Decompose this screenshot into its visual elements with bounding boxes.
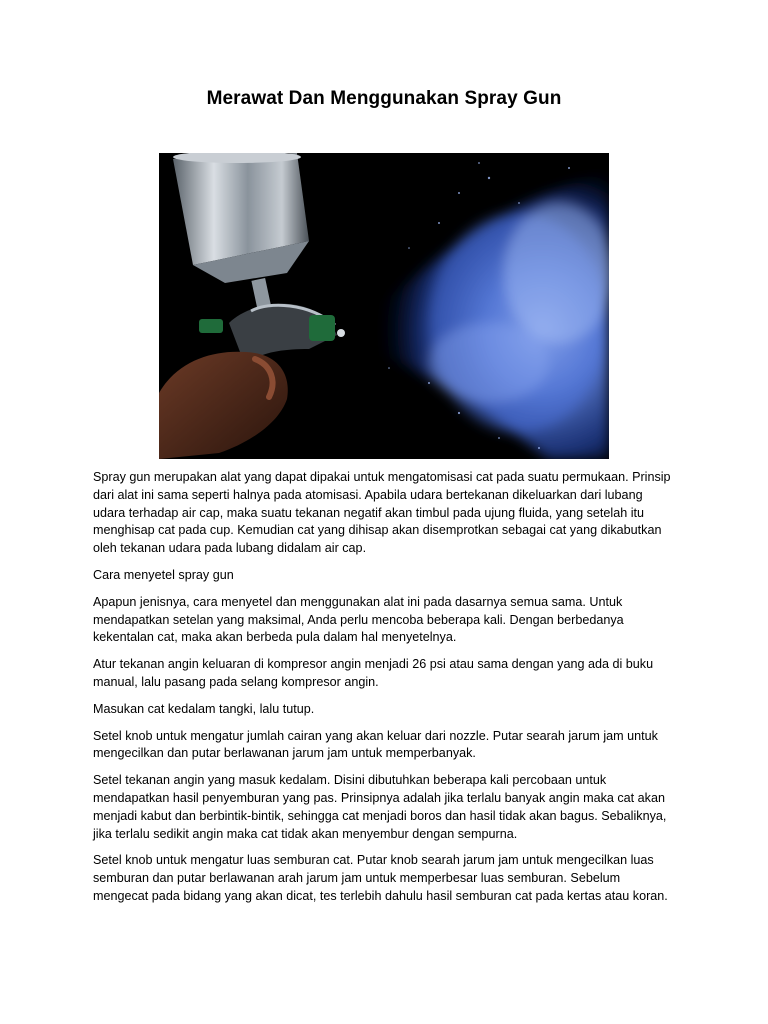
paragraph: Setel knob untuk mengatur luas semburan cat. Putar knob searah jarum jam untuk mengecilkan luas semburan dan putar berlawanan arah jarum jam untuk memperbesar luas semburan. Sebelum mengecat pada bidang yang akan dicat, tes terlebih dahulu hasil semburan cat pada kertas atau koran.	[93, 853, 668, 903]
paragraph: Setel knob untuk mengatur jumlah cairan yang akan keluar dari nozzle. Putar searah jarum jam untuk mengecilkan dan putar berlawanan jarum jam untuk memperbanyak.	[93, 728, 658, 761]
section-heading: Cara menyetel spray gun	[93, 567, 234, 582]
paragraph: Atur tekanan angin keluaran di kompresor angin menjadi 26 psi atau sama dengan yang ada di buku manual, lalu pasang pada selang kompresor angin.	[93, 657, 654, 689]
spray-gun-photo	[159, 153, 609, 459]
article-body	[93, 469, 678, 915]
paragraph: Masukan cat kedalam tangki, lalu tutup.	[93, 701, 315, 716]
paragraph: Spray gun merupakan alat yang dapat dipakai untuk mengatomisasi cat pada suatu permukaan. Prinsip dari alat ini sama seperti halnya pada atomisasi. Apabila udara bertekanan dikeluarkan dari lubang udara terhadap air cap, maka suatu tekanan negatif akan timbul pada ujung fluida, yang setelah itu menghisap cat pada cup. Kemudian cat yang dihisap akan disemprotkan sebagai cat yang dikabutkan oleh tekanan udara pada lubang didalam air cap.	[93, 470, 671, 556]
paragraph: Setel tekanan angin yang masuk kedalam. Disini dibutuhkan beberapa kali percobaan untuk mendapatkan hasil penyemburan yang pas. Prinsipnya adalah jika terlalu banyak angin maka cat akan menjadi kabut dan berbintik-bintik, sehingga cat menjadi boros dan hasil tidak akan bagus. Sebaliknya, jika terlalu sedikit angin maka cat tidak akan menyembur dengan sempurna.	[93, 773, 667, 841]
page-title: Merawat Dan Menggunakan Spray Gun	[206, 88, 562, 109]
paragraph: Apapun jenisnya, cara menyetel dan menggunakan alat ini pada dasarnya semua sama. Untuk mendapatkan setelan yang maksimal, Anda perlu mencoba beberapa kali. Dengan berbedanya kekentalan cat, maka akan berbeda pula dalam hal menyetelnya.	[93, 594, 624, 645]
